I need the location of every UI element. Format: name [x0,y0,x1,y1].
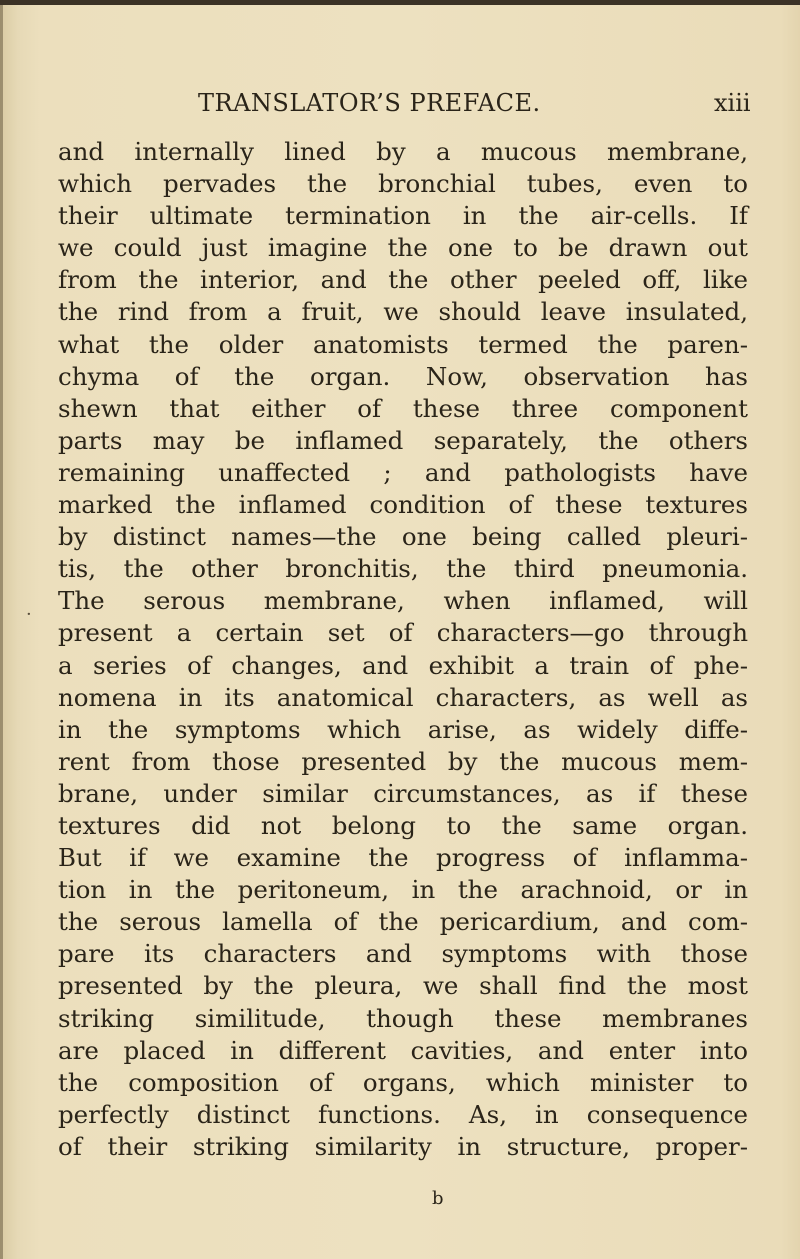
text-line: perfectly distinct functions. As, in consequence [58,1099,748,1129]
text-line: the serous lamella of the pericardium, and com- [58,907,748,937]
text-line: marked the inflamed condition of these textures [58,490,748,520]
text-line: parts may be inflamed separately, the others [58,425,748,455]
top-edge-rule [0,0,800,5]
text-line: are placed in different cavities, and enter into [58,1035,748,1065]
text-line: striking similitude, though these membranes [58,1003,748,1033]
margin-mark: · [26,604,32,625]
text-line: the rind from a fruit, we should leave insulated, [58,297,748,327]
text-line: in the symptoms which arise, as widely diffe- [58,714,748,744]
signature-mark: b [432,1188,444,1209]
text-line: textures did not belong to the same organ. [58,810,748,840]
text-line: rent from those presented by the mucous mem- [58,746,748,776]
text-line: the composition of organs, which minister to [58,1067,748,1097]
page-header [0,89,800,125]
text-line: and internally lined by a mucous membrane, [58,137,748,166]
text-line: But if we examine the progress of inflamma- [58,843,748,873]
text-line: shewn that either of these three component [58,393,748,423]
text-line: what the older anatomists termed the paren- [58,329,748,359]
text-line: chyma of the organ. Now, observation has [58,361,748,391]
text-line: from the interior, and the other peeled off, like [58,265,748,295]
text-line: by distinct names—the one being called pleuri- [58,522,748,552]
page-number: xiii [714,89,751,117]
text-line: which pervades the bronchial tubes, even to [58,169,748,199]
text-line: tis, the other bronchitis, the third pneumonia. [58,554,748,584]
text-line: of their striking similarity in structure, proper- [58,1131,748,1161]
text-line: a series of changes, and exhibit a train of phe- [58,650,748,680]
text-line: their ultimate termination in the air-cells. If [58,201,748,231]
text-line: presented by the pleura, we shall find the most [58,971,748,1001]
text-line: pare its characters and symptoms with those [58,939,748,969]
text-line: present a certain set of characters—go through [58,618,748,648]
text-line: we could just imagine the one to be drawn out [58,233,748,263]
text-line: nomena in its anatomical characters, as well as [58,682,748,712]
body-text [58,136,748,1163]
text-line: brane, under similar circumstances, as if these [58,778,748,808]
text-line: remaining unaffected ; and pathologists have [58,457,748,487]
text-line: tion in the peritoneum, in the arachnoid, or in [58,875,748,905]
text-line: The serous membrane, when inflamed, will [58,586,748,616]
binding-edge [0,5,3,1259]
running-title: TRANSLATOR’S PREFACE. [198,89,541,117]
